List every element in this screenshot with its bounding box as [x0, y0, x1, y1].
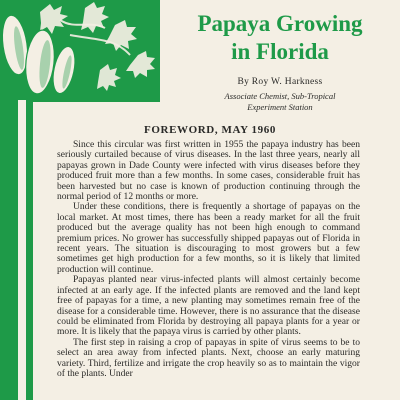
page-title	[160, 10, 400, 66]
affiliation-line-2: Experiment Station	[247, 102, 313, 112]
author-affiliation	[160, 91, 400, 113]
papaya-illustration-icon	[0, 0, 160, 100]
paragraph: The first step in raising a crop of papayas in spite of virus seems to be to select an area away from infected plants. Next, choose an early maturing variety. Third, fertilize and irrigate the crop heavily so as to maintain the vigor of the plants. Under	[57, 336, 360, 379]
author-byline: By Roy W. Harkness	[237, 77, 323, 87]
foreword-body	[57, 140, 360, 379]
paragraph: Since this circular was first written in 1955 the papaya industry has been seriously curtailed because of virus diseases. In the last three years, nearly all papayas grown in Dade County were infected with virus diseases before they produced fruit more than a few months. In some cases, considerable fruit has been harvested but no case is known of production continuing through the normal period of 12 months or more.	[57, 139, 360, 203]
paragraph: Papayas planted near virus-infected plants will almost certainly become infected at an early age. If the infected plants are removed and the land kept free of papayas for a time, a new planting may sometimes remain free of the disease for a considerable time. However, there is no assurance that the disease could be eliminated from Florida by destroying all papaya plants for a year or more. It is likely that the papaya virus is carried by other plants.	[57, 274, 360, 338]
paragraph: Under these conditions, there is frequently a shortage of papayas on the local market. At most times, there has been a ready market for all the fruit produced but the average quality has not been high enough to command premium prices. No grower has successfully shipped papayas out of Florida in recent years. The situation is discouraging to most growers but a few sometimes get high production for a few months, so it is likely that limited production will continue.	[57, 201, 360, 275]
affiliation-line-1: Associate Chemist, Sub-Tropical	[224, 91, 336, 101]
title-line-2: in Florida	[231, 39, 329, 64]
inner-green-border	[26, 96, 33, 400]
section-heading: FOREWORD, MAY 1960	[144, 124, 276, 136]
title-line-1: Papaya Growing	[197, 11, 363, 36]
